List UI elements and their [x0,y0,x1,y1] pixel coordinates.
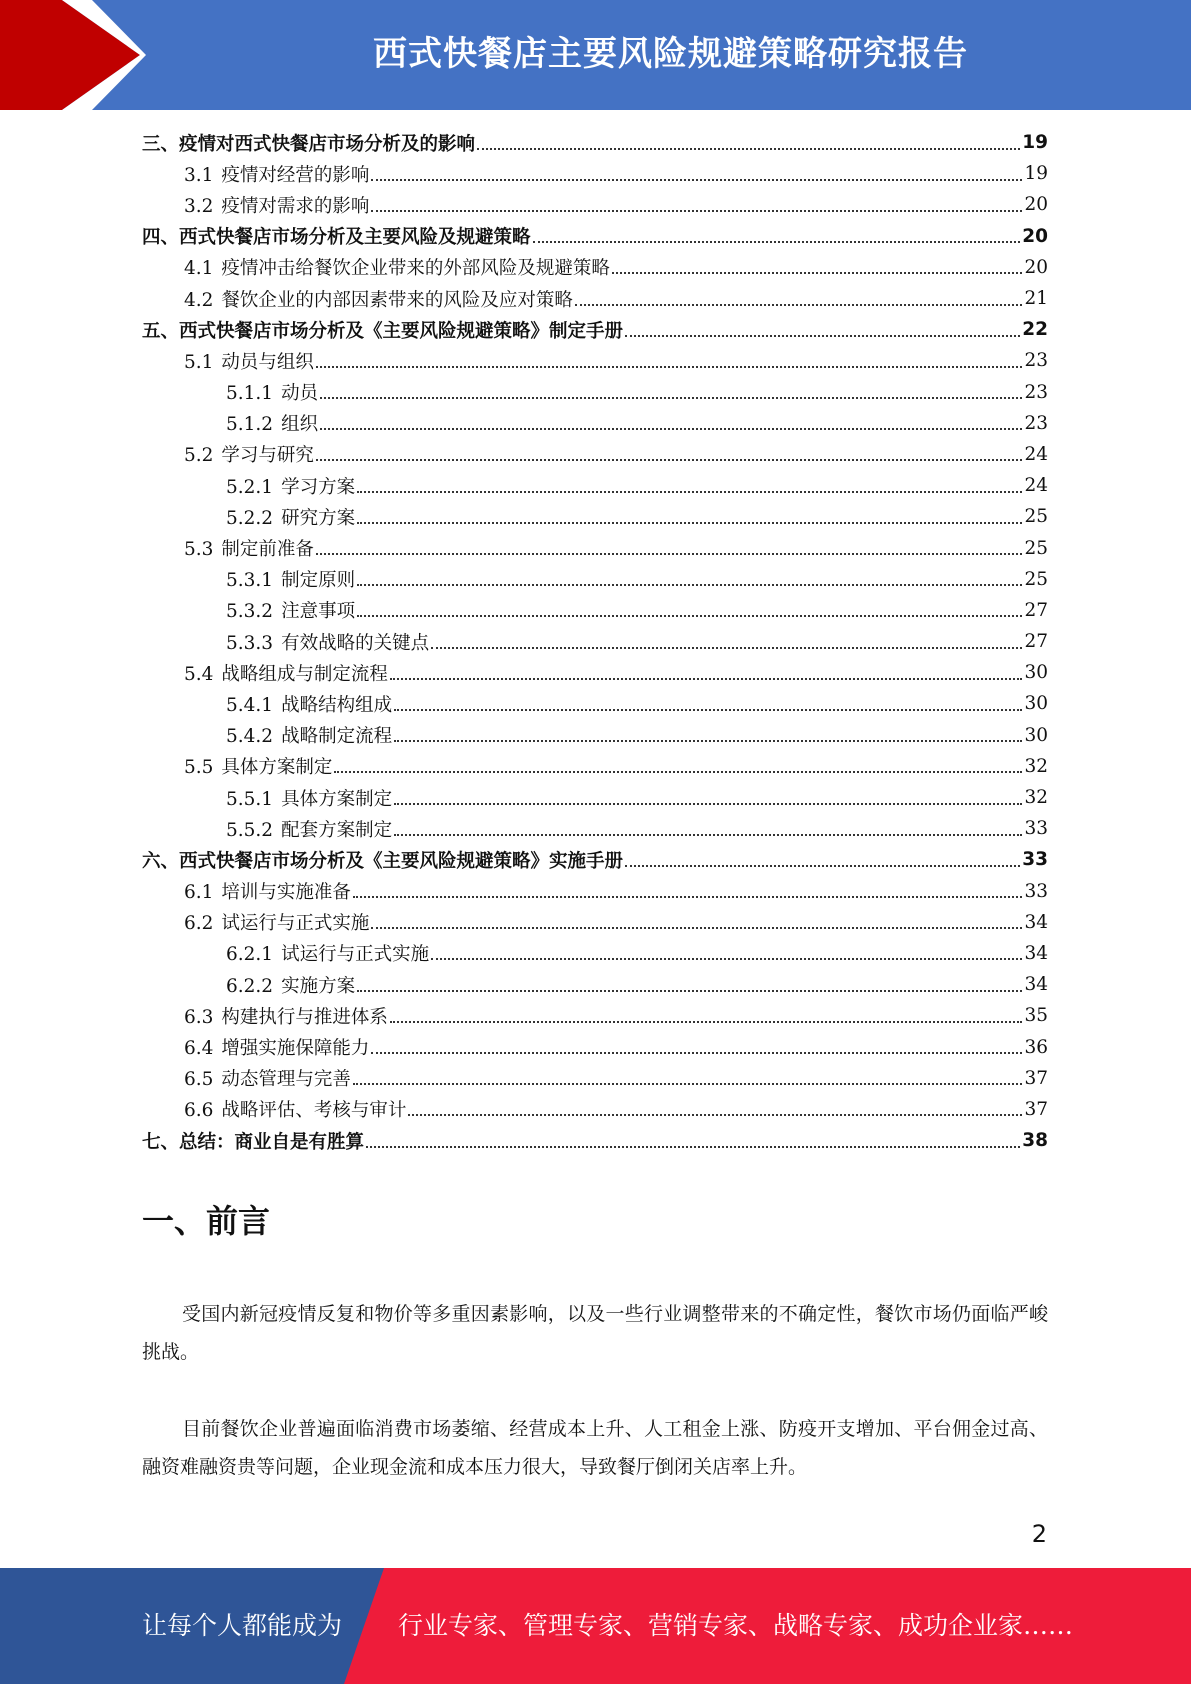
toc-leader-dots [357,615,1022,617]
page-header [0,0,1191,110]
toc-entry-label [184,878,351,904]
toc-entry-title: 试运行与正式实施 [281,944,430,966]
toc-entry-number: 5.1 [184,351,214,373]
toc-entry-label [184,660,388,686]
toc-entry-label [184,441,314,467]
toc-entry-page: 35 [1024,1005,1048,1027]
toc-entry-page: 32 [1024,787,1048,809]
toc-leader-dots [357,584,1022,586]
toc-entry-label [142,317,623,343]
toc-entry[interactable] [142,158,1048,189]
toc-entry-label [226,722,392,748]
toc-entry-title: 五、西式快餐店市场分析及《主要风险规避策略》制定手册 [142,320,624,342]
toc-entry-title: 疫情对需求的影响 [221,195,370,217]
toc-entry-number: 5.3 [184,539,214,561]
toc-entry-page: 33 [1024,818,1048,840]
toc-entry-number: 5.1.2 [226,414,274,436]
toc-entry[interactable] [142,626,1048,657]
toc-entry[interactable] [142,532,1048,563]
toc-entry-label [184,1065,351,1091]
toc-entry-label [226,691,392,717]
toc-entry-label [226,940,429,966]
toc-entry-label [184,1003,388,1029]
toc-entry-page: 23 [1024,350,1048,372]
toc-entry-page: 37 [1024,1067,1048,1089]
toc-leader-dots [431,647,1022,649]
toc-entry-title: 疫情对经营的影响 [221,164,370,186]
toc-entry-label [184,348,314,374]
toc-entry[interactable] [142,189,1048,220]
toc-entry-title: 学习与研究 [221,445,314,467]
toc-entry-page: 25 [1024,568,1048,590]
toc-entry[interactable] [142,813,1048,844]
toc-leader-dots [357,990,1022,992]
toc-entry-title: 动员与组织 [221,351,314,373]
toc-leader-dots [575,304,1023,306]
toc-entry-page: 24 [1024,443,1048,465]
toc-entry[interactable] [142,688,1048,719]
toc-leader-dots [431,958,1022,960]
toc-entry-title: 动态管理与完善 [221,1069,351,1091]
toc-entry[interactable] [142,1094,1048,1125]
toc-entry[interactable] [142,564,1048,595]
toc-entry-number: 5.4.2 [226,726,274,748]
toc-entry[interactable] [142,1063,1048,1094]
toc-entry[interactable] [142,377,1048,408]
toc-entry-title: 培训与实施准备 [221,882,351,904]
toc-entry[interactable] [142,283,1048,314]
toc-leader-dots [533,241,1021,243]
toc-entry-title: 试运行与正式实施 [221,913,370,935]
toc-entry-number: 6.3 [184,1006,214,1028]
toc-entry-number: 5.4 [184,663,214,685]
toc-entry-label [226,597,355,623]
toc-leader-dots [320,428,1022,430]
toc-leader-dots [357,522,1022,524]
toc-entry-title: 疫情冲击给餐饮企业带来的外部风险及规避策略 [221,258,610,280]
toc-entry-page: 24 [1024,475,1048,497]
body-paragraph: 目前餐饮企业普遍面临消费市场萎缩、经营成本上升、人工租金上涨、防疫开支增加、平台佣金过高、融资难融资贵等问题，企业现金流和成本压力很大，导致餐厅倒闭关店率上升。 [142,1418,1048,1478]
toc-entry-label [226,473,355,499]
toc-entry[interactable] [142,657,1048,688]
toc-leader-dots [366,1146,1020,1148]
toc-entry-title: 制定原则 [281,570,356,592]
toc-entry-label [226,410,318,436]
toc-entry-label [226,785,392,811]
toc-leader-dots [625,865,1020,867]
toc-entry-page: 34 [1024,911,1048,933]
toc-entry-number: 5.4.1 [226,694,274,716]
toc-entry[interactable] [142,1000,1048,1031]
toc-entry-number: 5.2 [184,445,214,467]
toc-entry-page: 34 [1024,942,1048,964]
toc-leader-dots [371,210,1022,212]
toc-entry[interactable] [142,720,1048,751]
toc-leader-dots [625,335,1020,337]
toc-entry-number: 5.3.2 [226,601,274,623]
toc-entry-title: 具体方案制定 [281,788,393,810]
toc-entry-page: 19 [1022,132,1048,154]
toc-entry-label [184,909,369,935]
toc-leader-dots [371,927,1022,929]
toc-leader-dots [394,803,1022,805]
toc-entry-label [142,1128,364,1154]
table-of-contents [142,127,1048,1156]
toc-entry-title: 七、总结：商业自是有胜算 [142,1131,365,1153]
toc-entry-title: 实施方案 [281,975,356,997]
toc-leader-dots [353,896,1023,898]
toc-entry-number: 6.6 [184,1100,214,1122]
toc-entry-page: 20 [1022,225,1048,247]
toc-leader-dots [394,709,1022,711]
toc-entry-title: 战略评估、考核与审计 [221,1100,407,1122]
toc-entry[interactable] [142,221,1048,252]
section-heading: 一、前言 [142,1202,271,1240]
toc-entry-title: 动员 [281,383,319,405]
toc-entry-label [142,223,531,249]
toc-entry-number: 5.1.1 [226,383,274,405]
toc-entry-page: 21 [1024,288,1048,310]
toc-leader-dots [334,771,1022,773]
toc-entry-title: 组织 [281,414,319,436]
toc-entry[interactable] [142,751,1048,782]
toc-entry-number: 6.2.2 [226,975,274,997]
toc-entry-label [184,1034,369,1060]
toc-entry-page: 27 [1024,599,1048,621]
toc-entry-page: 30 [1024,724,1048,746]
toc-leader-dots [390,1021,1023,1023]
toc-entry-number: 5.5.1 [226,788,274,810]
toc-entry-number: 5.5 [184,757,214,779]
footer-slogan-right: 行业专家、管理专家、营销专家、战略专家、成功企业家…… [398,1611,1074,1640]
toc-entry-number: 5.2.2 [226,507,274,529]
toc-entry-title: 战略制定流程 [281,726,393,748]
toc-entry[interactable] [142,595,1048,626]
toc-entry-number: 6.2.1 [226,944,274,966]
toc-entry-label [184,192,369,218]
toc-entry-title: 制定前准备 [221,539,314,561]
toc-entry-page: 30 [1024,693,1048,715]
toc-entry[interactable] [142,252,1048,283]
toc-entry-label [226,566,355,592]
toc-entry-page: 37 [1024,1098,1048,1120]
page-footer [0,1568,1191,1684]
toc-entry-number: 3.2 [184,195,214,217]
toc-entry-label [226,379,318,405]
toc-entry[interactable] [142,439,1048,470]
toc-entry-label [184,753,332,779]
toc-entry-title: 构建执行与推进体系 [221,1006,388,1028]
toc-leader-dots [320,397,1022,399]
toc-leader-dots [408,1114,1022,1116]
toc-entry-page: 34 [1024,974,1048,996]
toc-entry-number: 5.3.3 [226,632,274,654]
toc-entry-title: 具体方案制定 [221,757,333,779]
toc-entry-title: 有效战略的关键点 [281,632,430,654]
toc-entry-label [184,254,610,280]
toc-leader-dots [316,366,1023,368]
toc-entry[interactable] [142,844,1048,875]
toc-leader-dots [477,148,1020,150]
toc-entry-label [142,130,475,156]
toc-entry-number: 6.2 [184,913,214,935]
toc-entry[interactable] [142,408,1048,439]
toc-entry-title: 战略结构组成 [281,694,393,716]
toc-entry-page: 20 [1024,194,1048,216]
toc-entry-title: 配套方案制定 [281,819,393,841]
toc-leader-dots [357,491,1022,493]
toc-entry-page: 22 [1022,319,1048,341]
toc-entry[interactable] [142,314,1048,345]
header-red-arrow [0,0,140,110]
toc-leader-dots [316,459,1023,461]
toc-entry-page: 32 [1024,755,1048,777]
toc-leader-dots [612,272,1023,274]
toc-entry-title: 学习方案 [281,476,356,498]
toc-entry-title: 研究方案 [281,507,356,529]
toc-entry-number: 6.4 [184,1038,214,1060]
toc-entry-number: 4.1 [184,258,214,280]
toc-entry[interactable] [142,876,1048,907]
toc-leader-dots [394,834,1022,836]
toc-leader-dots [371,1052,1022,1054]
toc-entry-page: 38 [1022,1130,1048,1152]
toc-entry-number: 6.1 [184,882,214,904]
toc-entry-number: 6.5 [184,1069,214,1091]
toc-entry-label [184,535,314,561]
toc-entry[interactable] [142,345,1048,376]
toc-entry-number: 5.5.2 [226,819,274,841]
toc-entry-label [226,504,355,530]
toc-entry-title: 注意事项 [281,601,356,623]
toc-entry-label [226,972,355,998]
toc-entry-number: 5.3.1 [226,570,274,592]
document-title: 西式快餐店主要风险规避策略研究报告 [373,34,968,74]
toc-entry-number: 5.2.1 [226,476,274,498]
toc-leader-dots [390,678,1023,680]
toc-entry-label [226,816,392,842]
toc-entry[interactable] [142,1125,1048,1156]
toc-entry-label [184,161,369,187]
toc-entry-title: 三、疫情对西式快餐店市场分析及的影响 [142,133,476,155]
toc-entry-page: 23 [1024,412,1048,434]
toc-leader-dots [371,179,1022,181]
toc-entry-page: 25 [1024,537,1048,559]
toc-entry-page: 23 [1024,381,1048,403]
toc-entry-page: 36 [1024,1036,1048,1058]
toc-leader-dots [353,1083,1023,1085]
toc-entry-page: 25 [1024,506,1048,528]
toc-entry-page: 33 [1022,849,1048,871]
toc-entry-page: 20 [1024,256,1048,278]
toc-entry-page: 33 [1024,880,1048,902]
toc-entry-page: 30 [1024,662,1048,684]
toc-leader-dots [394,740,1022,742]
toc-entry-label [184,286,573,312]
toc-entry[interactable] [142,501,1048,532]
toc-entry-number: 3.1 [184,164,214,186]
body-paragraph: 受国内新冠疫情反复和物价等多重因素影响，以及一些行业调整带来的不确定性，餐饮市场仍面临严峻挑战。 [142,1303,1048,1363]
toc-entry[interactable] [142,127,1048,158]
toc-entry[interactable] [142,938,1048,969]
page-number: 2 [1031,1520,1047,1548]
toc-entry-title: 四、西式快餐店市场分析及主要风险及规避策略 [142,227,531,249]
toc-entry[interactable] [142,782,1048,813]
toc-entry-label [142,847,623,873]
toc-entry[interactable] [142,470,1048,501]
toc-entry[interactable] [142,1031,1048,1062]
footer-slogan-left: 让每个人都能成为 [142,1611,343,1640]
toc-entry-title: 战略组成与制定流程 [221,663,388,685]
toc-entry-number: 4.2 [184,289,214,311]
toc-entry-page: 27 [1024,631,1048,653]
toc-entry-title: 餐饮企业的内部因素带来的风险及应对策略 [221,289,573,311]
toc-leader-dots [316,553,1023,555]
toc-entry-page: 19 [1024,163,1048,185]
toc-entry[interactable] [142,969,1048,1000]
toc-entry-title: 六、西式快餐店市场分析及《主要风险规避策略》实施手册 [142,850,624,872]
toc-entry-label [226,629,429,655]
toc-entry[interactable] [142,907,1048,938]
toc-entry-title: 增强实施保障能力 [221,1038,370,1060]
toc-entry-label [184,1096,406,1122]
